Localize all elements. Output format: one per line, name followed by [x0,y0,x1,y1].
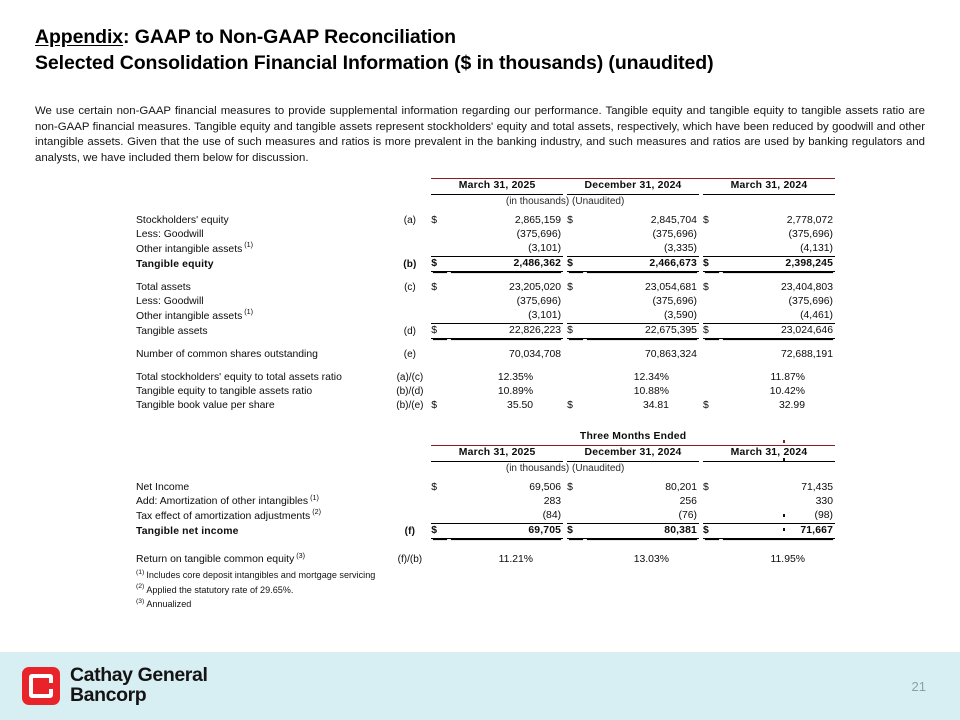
row-currency-0: $ [431,524,449,539]
footnote-2 [136,583,375,598]
row-currency-1 [567,495,585,509]
table-row [135,309,835,324]
intro-paragraph: We use certain non-GAAP financial measures to provide supplemental information regarding our performance. Tangible equity and tangible equity to tangible assets ratio are non-GAAP financial measures. Tangible equity and tangible assets represent stockholders' equity and total assets, respectively, which have been reduced by goodwill and other intangible assets. Given that the use of such measures and ratios is more prevalent in the banking industry, and such measures and ratios are used by banking regulators and analysts, we have included them below for discussion. [35,105,925,164]
income-table [135,430,835,567]
income-units-row [135,462,835,477]
row-footnote-mark: (1) [310,492,319,502]
company-logo [22,666,207,705]
row-value-1: (3,590) [585,309,699,324]
title-line-2: Selected Consolidation Financial Information ($ in thousands) (unaudited) [35,52,714,74]
row-currency-2 [703,385,721,399]
row-currency-1 [567,309,585,324]
row-value-0: 22,826,223 [449,324,563,339]
row-footnote-mark: (1) [244,240,254,250]
row-label-text: Other intangible assets [136,310,243,322]
row-currency-2: $ [703,324,721,339]
row-label-text: Return on tangible common equity [136,554,295,565]
row-currency-2 [703,242,721,257]
row-currency-0 [431,228,449,242]
row-label: Number of common shares outstanding [136,349,318,360]
row-currency-0: $ [431,400,437,411]
row-currency-1: $ [567,482,573,493]
row-value-2: 23,024,646 [721,324,835,339]
table-row [135,348,835,362]
spacer [135,539,835,549]
row-value-2: 11.95% [770,554,805,565]
table-row [135,214,835,228]
artifact-dot [783,458,785,461]
row-value-1: 10.88% [633,386,669,397]
table-row [135,509,835,524]
row-value-1: 256 [679,496,697,507]
balance-header-row [135,179,835,195]
row-value-0: (375,696) [516,296,562,307]
table-row [135,524,835,539]
footnote-2-mark: (2) [136,583,145,591]
row-currency-0: $ [431,215,437,226]
row-value-0: 2,865,159 [514,215,562,226]
row-currency-2: $ [703,524,721,539]
row-currency-2 [703,509,721,524]
row-ref: (d) [403,325,417,337]
row-currency-1: $ [567,324,585,339]
row-value-2: 10.42% [769,386,805,397]
row-value-2: 71,435 [801,482,833,493]
row-currency-0 [431,371,449,385]
row-value-0: (3,101) [449,309,563,324]
units-spacer-ref [389,195,432,210]
row-label [135,550,389,567]
row-value-2: (375,696) [788,296,833,307]
row-value-0: 11.21% [498,554,534,565]
balance-col-header-1: December 31, 2024 [567,179,699,195]
row-value-1: 22,675,395 [585,324,699,339]
row-currency-2 [703,348,721,362]
table-row [135,257,835,272]
row-value-1: (375,696) [652,229,697,240]
row-label: Tangible book value per share [136,400,275,411]
row-label: Total assets [136,282,191,293]
units-spacer [135,195,389,210]
row-currency-2: $ [703,482,709,493]
row-currency-1 [567,228,585,242]
table-row [135,324,835,339]
table-row [135,228,835,242]
row-currency-0 [431,553,449,567]
page-title [35,24,925,76]
row-currency-1 [567,553,585,567]
row-currency-0: $ [431,482,437,493]
row-label: Tangible assets [136,325,208,337]
row-currency-1: $ [567,215,573,226]
row-footnote-mark: (3) [296,550,306,560]
row-currency-0 [431,495,449,509]
row-currency-0 [431,309,449,324]
footer-bar [0,649,960,720]
row-value-0: 35.50 [507,400,534,411]
row-ref: (b) [403,258,417,270]
header-spacer-ref [389,179,432,195]
row-ref: (e) [403,349,417,360]
income-group-header: Three Months Ended [431,430,835,446]
row-label-text: Tax effect of amortization adjustments [136,510,311,522]
table-row [135,371,835,385]
balance-units-row [135,195,835,210]
income-header-row [135,446,835,462]
group-spacer [135,430,389,446]
row-currency-1 [567,371,585,385]
spacer [135,339,835,349]
table-row [135,399,835,413]
row-label: Stockholders' equity [136,215,229,226]
row-value-2: 32.99 [778,400,805,411]
spacer-cell [135,272,835,282]
row-value-2: 23,404,803 [780,282,833,293]
row-ref [389,228,432,242]
row-value-2: 2,778,072 [786,215,833,226]
balance-col-header-0: March 31, 2025 [431,179,563,195]
row-value-0: 69,705 [449,524,563,539]
footnote-3 [136,597,375,612]
row-value-1: 13.03% [633,554,669,565]
row-value-2: (4,461) [721,309,835,324]
row-currency-0 [431,385,449,399]
row-currency-1: $ [567,400,573,411]
header-spacer [135,179,389,195]
footnote-1 [136,568,375,583]
row-value-2: 71,667 [721,524,835,539]
row-value-1: 34.81 [642,400,669,411]
spacer [135,272,835,282]
row-label-text: Add: Amortization of other intangibles [136,496,309,507]
row-value-0: (375,696) [516,229,562,240]
row-currency-2 [703,553,721,567]
row-value-1: 2,466,673 [585,257,699,272]
row-currency-0 [431,295,449,309]
balance-col-header-2: March 31, 2024 [703,179,835,195]
group-spacer-ref [389,430,432,446]
row-value-1: (3,335) [585,242,699,257]
row-ref: (a) [403,215,417,226]
row-ref [389,242,432,257]
page-number: 21 [911,679,926,694]
row-currency-0: $ [431,257,449,272]
row-currency-0: $ [431,282,437,293]
header-spacer-ref [389,446,432,462]
table-row [135,481,835,495]
row-ref [389,295,432,309]
row-currency-2 [703,371,721,385]
row-currency-2: $ [703,215,709,226]
table-row [135,553,835,567]
row-ref: (b)/(d) [396,386,424,397]
row-currency-0 [431,348,449,362]
row-value-0: 23,205,020 [509,282,562,293]
row-ref: (b)/(e) [396,400,424,411]
row-value-1: 80,381 [585,524,699,539]
income-col-header-1: December 31, 2024 [567,446,699,462]
footnote-1-text: Includes core deposit intangibles and mortgage servicing [146,570,376,580]
table-row [135,281,835,295]
row-currency-2: $ [703,400,709,411]
balance-sheet-table [135,178,835,413]
company-name: Cathay General Bancorp [70,664,208,706]
row-value-1: 12.34% [633,372,669,383]
row-label [135,509,389,524]
income-units-note: (in thousands) (Unaudited) [505,463,625,474]
footnote-3-mark: (3) [136,597,145,605]
cathay-logo-icon [22,667,60,705]
units-spacer [135,462,389,477]
row-value-2: 2,398,245 [721,257,835,272]
row-value-2: 11.87% [770,372,805,383]
row-value-2: (98) [721,509,835,524]
row-currency-1 [567,295,585,309]
row-label: Net Income [136,482,190,493]
row-value-2: (4,131) [721,242,835,257]
row-ref: (f)/(b) [397,554,423,565]
row-ref [389,509,432,524]
row-ref: (a)/(c) [396,372,424,383]
table-row [135,495,835,509]
table-row [135,295,835,309]
row-value-2: 72,688,191 [780,349,833,360]
row-label [135,309,389,324]
row-currency-1 [567,242,585,257]
row-currency-1 [567,385,585,399]
row-currency-1 [567,509,585,524]
artifact-dot [783,528,785,531]
row-label [135,492,389,509]
balance-units-note: (in thousands) (Unaudited) [505,196,625,207]
income-group-header-row [135,430,835,446]
row-value-0: 10.89% [497,386,534,397]
row-value-1: 80,201 [665,482,697,493]
row-value-2: 330 [815,496,833,507]
row-currency-1: $ [567,257,585,272]
footnote-2-text: Applied the statutory rate of 29.65%. [146,584,294,595]
units-tail [699,462,835,477]
row-value-2: (375,696) [788,229,833,240]
row-currency-0: $ [431,324,449,339]
row-value-1: (375,696) [652,296,697,307]
row-ref [389,481,432,495]
income-col-header-0: March 31, 2025 [431,446,563,462]
title-line-1 [35,24,925,50]
row-value-1: 70,863,324 [644,349,697,360]
spacer [135,362,835,371]
row-value-0: 283 [543,496,562,507]
title-appendix-word: Appendix [35,26,124,48]
table-row [135,385,835,399]
row-ref [389,309,432,324]
row-value-1: 23,054,681 [644,282,697,293]
row-label: Tangible net income [136,525,239,537]
row-value-0: 70,034,708 [509,349,562,360]
row-ref [389,495,432,509]
row-footnote-mark: (1) [244,307,254,317]
row-currency-2 [703,228,721,242]
row-label [135,242,389,257]
row-footnote-mark: (2) [312,507,322,517]
row-currency-2: $ [703,282,709,293]
row-currency-1: $ [567,524,585,539]
row-label: Less: Goodwill [136,296,204,307]
spacer-cell [135,339,835,349]
income-col-header-2: March 31, 2024 [703,446,835,462]
artifact-dot [783,440,785,443]
row-currency-2: $ [703,257,721,272]
footnote-1-mark: (1) [136,568,145,576]
row-value-0: 2,486,362 [449,257,563,272]
header-spacer [135,446,389,462]
spacer-cell [135,362,835,371]
row-value-0: 12.35% [497,372,534,383]
row-ref: (f) [404,525,416,537]
row-currency-0 [431,242,449,257]
row-label: Tangible equity [136,258,214,270]
spacer-cell [135,539,835,549]
row-currency-1 [567,348,585,362]
row-label: Tangible equity to tangible assets ratio [136,386,313,397]
row-value-0: 69,506 [529,482,562,493]
row-value-1: 2,845,704 [650,215,697,226]
row-label: Total stockholders' equity to total assets ratio [136,372,342,383]
row-currency-2 [703,309,721,324]
row-value-0: (84) [449,509,563,524]
units-tail [699,195,835,210]
row-ref: (c) [404,282,416,293]
row-value-0: (3,101) [449,242,563,257]
row-label-text: Other intangible assets [136,243,243,255]
row-currency-2 [703,295,721,309]
row-currency-1: $ [567,282,573,293]
footnotes-block [136,568,375,612]
row-currency-2 [703,495,721,509]
footnote-3-text: Annualized [146,599,192,609]
row-currency-0 [431,509,449,524]
units-spacer-ref [389,462,432,477]
row-value-1: (76) [585,509,699,524]
table-row [135,242,835,257]
row-label: Less: Goodwill [136,229,204,240]
artifact-dot [783,514,785,517]
title-line-1-rest: : GAAP to Non-GAAP Reconciliation [123,26,456,48]
